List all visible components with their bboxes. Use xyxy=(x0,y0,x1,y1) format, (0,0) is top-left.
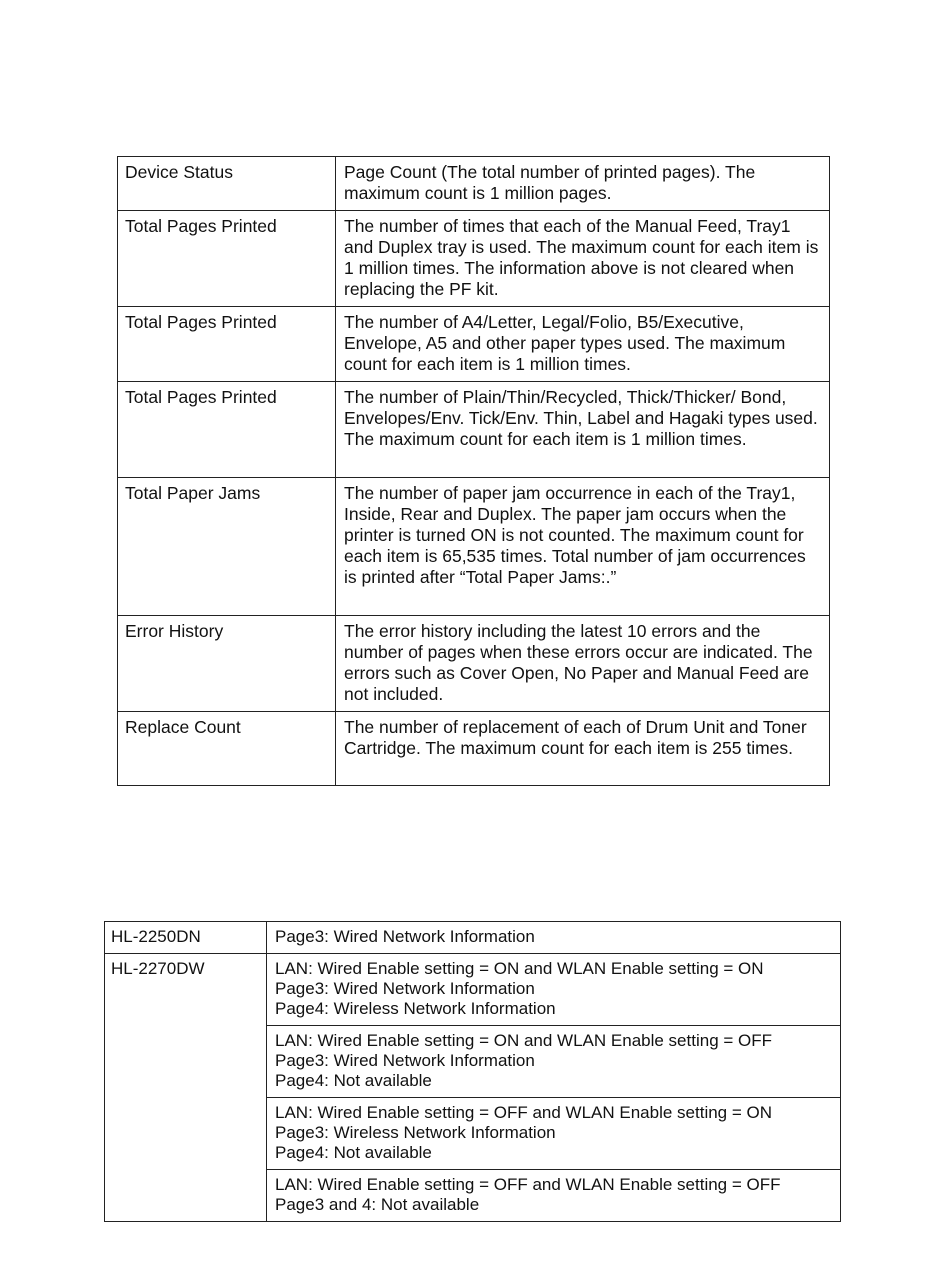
table-row xyxy=(118,211,830,307)
page4-line: Page4: Not available xyxy=(275,1071,432,1090)
description-cell: The number of times that each of the Manual Feed, Tray1 and Duplex tray is used. The maximum count for each item is 1 million times. The information above is not cleared when replacing the PF kit. xyxy=(336,211,830,307)
table-row xyxy=(105,954,841,1026)
page3-line: Page3: Wireless Network Information xyxy=(275,1123,556,1142)
condition-line: LAN: Wired Enable setting = OFF and WLAN Enable setting = OFF xyxy=(275,1175,781,1194)
info-cell xyxy=(267,1170,841,1222)
item-cell: Total Pages Printed xyxy=(118,307,336,382)
page4-line: Page4: Not available xyxy=(275,1143,432,1162)
table-row xyxy=(118,382,830,478)
model-cell: HL-2250DN xyxy=(105,922,267,954)
description-cell: The error history including the latest 10 errors and the number of pages when these errors occur are indicated. The errors such as Cover Open, No Paper and Manual Feed are not included. xyxy=(336,616,830,712)
page4-line: Page4: Wireless Network Information xyxy=(275,999,556,1018)
table-row xyxy=(118,478,830,616)
model-cell: HL-2270DW xyxy=(105,954,267,1222)
info-cell xyxy=(267,1098,841,1170)
item-cell: Total Pages Printed xyxy=(118,211,336,307)
condition-line: LAN: Wired Enable setting = OFF and WLAN Enable setting = ON xyxy=(275,1103,773,1122)
table-row xyxy=(105,922,841,954)
info-cell xyxy=(267,1026,841,1098)
table-row xyxy=(118,157,830,211)
item-cell: Total Pages Printed xyxy=(118,382,336,478)
description-cell: The number of paper jam occurrence in each of the Tray1, Inside, Rear and Duplex. The paper jam occurs when the printer is turned ON is not counted. The maximum count for each item is 65,535 times. Total number of jam occurrences is printed after “Total Paper Jams:.” xyxy=(336,478,830,616)
info-cell: Page3: Wired Network Information xyxy=(267,922,841,954)
item-cell: Device Status xyxy=(118,157,336,211)
description-cell: The number of Plain/Thin/Recycled, Thick/Thicker/ Bond, Envelopes/Env. Tick/Env. Thin, Label and Hagaki types used. The maximum count for each item is 1 million times. xyxy=(336,382,830,478)
table-row xyxy=(118,712,830,786)
item-cell: Total Paper Jams xyxy=(118,478,336,616)
item-cell: Error History xyxy=(118,616,336,712)
printer-status-table xyxy=(117,156,830,786)
table-row xyxy=(118,307,830,382)
page3-line: Page3: Wired Network Information xyxy=(275,1051,535,1070)
item-cell: Replace Count xyxy=(118,712,336,786)
network-info-table xyxy=(104,921,841,1222)
description-cell: Page Count (The total number of printed pages). The maximum count is 1 million pages. xyxy=(336,157,830,211)
description-cell: The number of replacement of each of Drum Unit and Toner Cartridge. The maximum count for each item is 255 times. xyxy=(336,712,830,786)
description-cell: The number of A4/Letter, Legal/Folio, B5/Executive, Envelope, A5 and other paper types used. The maximum count for each item is 1 million times. xyxy=(336,307,830,382)
info-cell xyxy=(267,954,841,1026)
page3-line: Page3 and 4: Not available xyxy=(275,1195,480,1214)
table-row xyxy=(118,616,830,712)
page3-line: Page3: Wired Network Information xyxy=(275,979,535,998)
condition-line: LAN: Wired Enable setting = ON and WLAN Enable setting = ON xyxy=(275,959,764,978)
condition-line: LAN: Wired Enable setting = ON and WLAN Enable setting = OFF xyxy=(275,1031,773,1050)
